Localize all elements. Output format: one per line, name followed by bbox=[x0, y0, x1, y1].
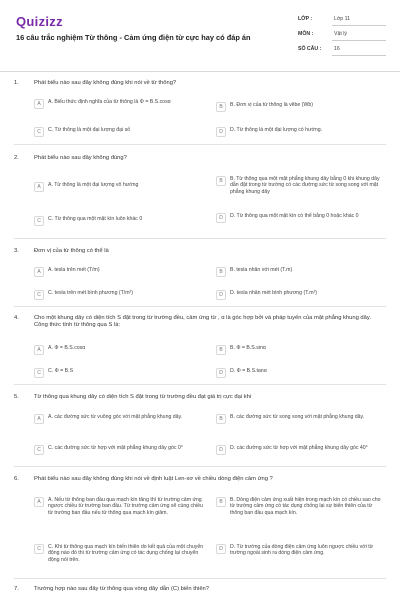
meta-value: Lớp 11 bbox=[334, 16, 350, 22]
option-text: B. Dòng điện cảm ứng xuất hiện trong mạch kín có chiều sao cho từ trường cảm ứng có tác dụng chống lại sự biến thiên của từ thông ban đầu qua mạch kín. bbox=[230, 497, 381, 516]
meta-label: MÔN : bbox=[298, 31, 314, 37]
option-letter: A bbox=[34, 497, 44, 507]
option-letter: A bbox=[34, 99, 44, 109]
option-text: D. các đường sức từ hợp với mặt phẳng khung dây góc 40° bbox=[230, 445, 368, 451]
meta-value: Vật lý bbox=[334, 31, 347, 37]
question-text: Phát biểu nào sau đây không đúng? bbox=[34, 155, 127, 161]
question-number: 3. bbox=[14, 248, 19, 254]
option-text: D. Φ = B.S.tanα bbox=[230, 368, 267, 374]
option-text: C. Từ thông qua một mặt kín luôn khác 0 bbox=[48, 216, 143, 222]
option-text: D. tesla nhân mét bình phương (T.m²) bbox=[230, 290, 318, 296]
divider bbox=[14, 144, 386, 145]
option-letter: D bbox=[216, 213, 226, 223]
option-letter: D bbox=[216, 127, 226, 137]
option-text: B. tesla nhân với mét (T.m) bbox=[230, 267, 293, 273]
question-text: Đơn vị của từ thông có thể là bbox=[34, 248, 109, 254]
option-text: A. Từ thông là một đại lượng vô hướng bbox=[48, 182, 139, 188]
option-text: B. Từ thông qua một mặt phẳng khung dây bằng 0 khi khung dây dẫn đặt trong từ trường có các đường sức từ song song với mặt phẳng khung dây bbox=[230, 176, 380, 195]
meta-underline bbox=[332, 40, 386, 41]
option-text: A. Nếu từ thông ban đầu qua mạch kín tăng thì từ trường cảm ứng ngược chiều từ trường ban đầu. Từ trường cảm ứng sẽ cùng chiều từ trường ban đầu nếu từ thông qua mạch kín giảm. bbox=[48, 497, 203, 516]
option-text: A. tesla trên mét (T/m) bbox=[48, 267, 100, 273]
option-text: A. Φ = B.S.cosα bbox=[48, 345, 86, 351]
option-letter: A bbox=[34, 267, 44, 277]
option-text: C. các đường sức từ hợp với mặt phẳng khung dây góc 0° bbox=[48, 445, 183, 451]
option-text: D. Từ thông qua một mặt kín có thể bằng 0 hoặc khác 0 bbox=[230, 213, 359, 219]
page-header bbox=[0, 0, 400, 72]
divider bbox=[14, 238, 386, 239]
divider bbox=[14, 384, 386, 385]
option-letter: A bbox=[34, 182, 44, 192]
question-text: Trường hợp nào sau đây từ thông qua vòng dây dẫn (C) biến thiên? bbox=[34, 586, 209, 592]
option-text: D. Từ thông là một đại lượng có hướng. bbox=[230, 127, 323, 133]
option-letter: D bbox=[216, 544, 226, 554]
option-letter: D bbox=[216, 290, 226, 300]
divider bbox=[14, 306, 386, 307]
option-letter: C bbox=[34, 368, 44, 378]
option-letter: C bbox=[34, 544, 44, 554]
question-number: 5. bbox=[14, 394, 19, 400]
question-text: Phát biểu nào sau đây không đúng khi nói về định luật Len-xơ về chiều dòng điện cảm ứng ? bbox=[34, 476, 273, 482]
option-letter: C bbox=[34, 127, 44, 137]
option-letter: C bbox=[34, 445, 44, 455]
option-text: B. các đường sức từ song song với mặt phẳng khung dây. bbox=[230, 414, 365, 420]
meta-subject bbox=[298, 29, 390, 41]
meta-label: SỐ CÂU : bbox=[298, 46, 322, 52]
question-number: 6. bbox=[14, 476, 19, 482]
question-number: 2. bbox=[14, 155, 19, 161]
option-letter: D bbox=[216, 445, 226, 455]
option-text: C. Φ = B.S bbox=[48, 368, 74, 374]
question-text: Cho một khung dây có diện tích S đặt trong từ trường đều, cảm ứng từ , α là góc hợp bởi và pháp tuyến của mặt phẳng khung dây. Công thức tính từ thông qua S là: bbox=[34, 315, 371, 329]
question-text: Từ thông qua khung dây có diện tích S đặt trong từ trường đều đạt giá trị cực đại khi bbox=[34, 394, 252, 400]
meta-value: 16 bbox=[334, 46, 340, 52]
question-number: 1. bbox=[14, 80, 19, 86]
option-letter: B bbox=[216, 497, 226, 507]
page-title: 16 câu trắc nghiệm Từ thông - Cảm ứng điện từ cực hay có đáp án bbox=[16, 33, 251, 42]
option-letter: B bbox=[216, 414, 226, 424]
option-text: C. tesla trên mét bình phương (T/m²) bbox=[48, 290, 134, 296]
option-text: C. Từ thông là một đại lượng đại số bbox=[48, 127, 131, 133]
option-text: A. các đường sức từ vuông góc với mặt phẳng khung dây. bbox=[48, 414, 183, 420]
option-letter: D bbox=[216, 368, 226, 378]
option-letter: B bbox=[216, 267, 226, 277]
question-text: Phát biểu nào sau đây không đúng khi nói về từ thông? bbox=[34, 80, 177, 86]
question-number: 4. bbox=[14, 315, 19, 321]
option-text: A. Biểu thức định nghĩa của từ thông là Φ = B.S.cosα bbox=[48, 99, 171, 105]
option-letter: B bbox=[216, 176, 226, 186]
meta-question-count bbox=[298, 44, 390, 56]
option-letter: C bbox=[34, 216, 44, 226]
meta-underline bbox=[332, 55, 386, 56]
option-letter: C bbox=[34, 290, 44, 300]
meta-label: LỚP : bbox=[298, 16, 313, 22]
option-text: B. Φ = B.S.sinα bbox=[230, 345, 266, 351]
option-letter: B bbox=[216, 345, 226, 355]
option-letter: A bbox=[34, 414, 44, 424]
option-text: C. Khi từ thông qua mạch kín biến thiên do kết quả của một chuyển động nào đó thì từ trường cảm ứng có tác dụng chống lại chuyển động nói trên. bbox=[48, 544, 204, 563]
meta-underline bbox=[332, 25, 386, 26]
option-text: D. Từ trường của dòng điện cảm ứng luôn ngược chiều với từ trường ngoài sinh ra dòng điện cảm ứng. bbox=[230, 544, 374, 557]
option-letter: B bbox=[216, 102, 226, 112]
divider bbox=[14, 578, 386, 579]
divider bbox=[14, 466, 386, 467]
meta-class bbox=[298, 14, 390, 26]
option-text: B. Đơn vị của từ thông là vêbe (Wb) bbox=[230, 102, 313, 108]
quizizz-logo[interactable]: Quizizz bbox=[16, 14, 63, 29]
question-number: 7. bbox=[14, 586, 19, 592]
option-letter: A bbox=[34, 345, 44, 355]
